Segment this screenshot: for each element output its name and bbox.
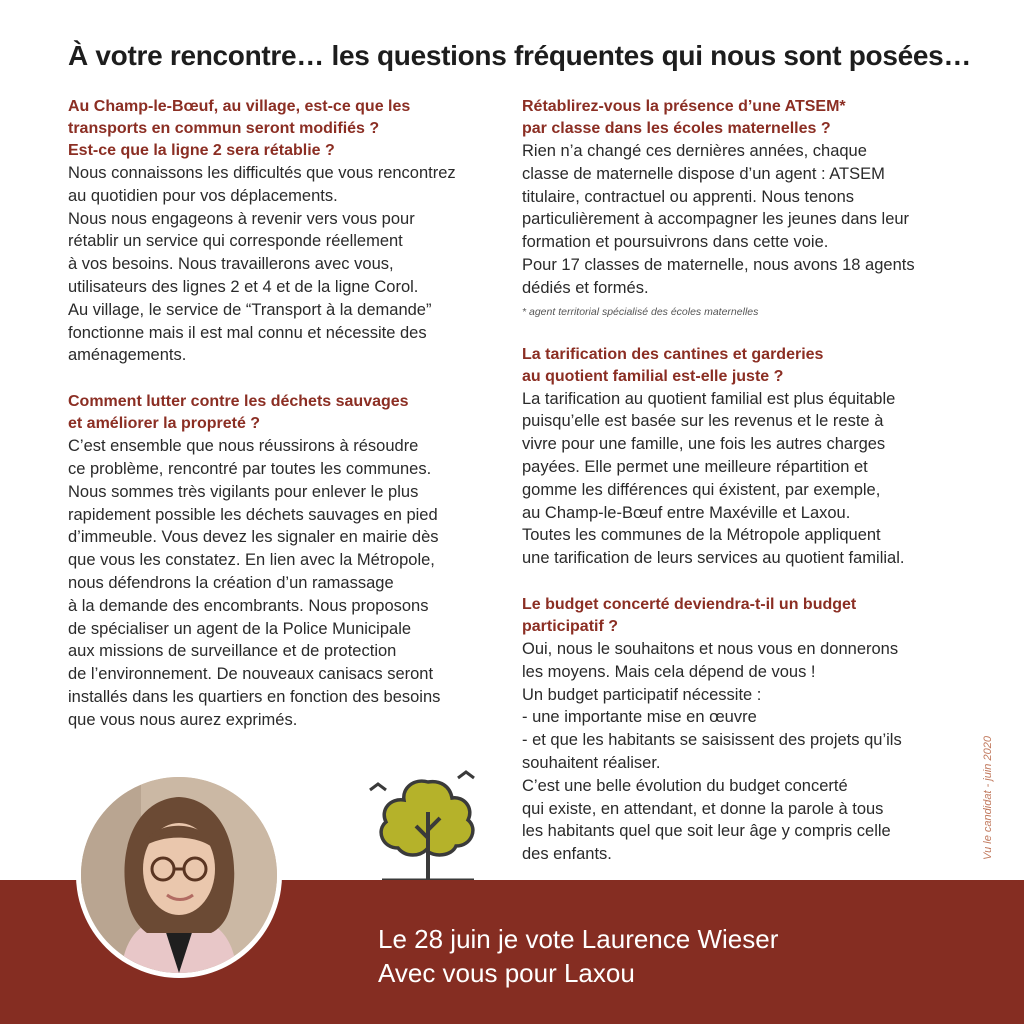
faq-block-transport — [68, 96, 498, 367]
faq-question: Le budget concerté deviendra-t-il un budget participatif ? — [522, 595, 857, 635]
footnote: * agent territorial spécialisé des écoles maternelles — [522, 305, 759, 318]
faq-answer: C’est ensemble que nous réussirons à résoudre ce problème, rencontré par toutes les communes. Nous sommes très vigilants pour enlever le plus rapidement possible les déchets sauvages en pied d’immeuble. Vous devez les signaler en mairie dès que vous les constatez. En lien avec la Métropole, nous défendrons la création d’un ramassage à la demande des encombrants. Nous proposons de spécialiser un agent de la Police Municipale aux missions de surveillance et de protection de l’environnement. De nouveaux canisacs seront installés dans les quartiers en fonction des besoins que vous nous aurez exprimés. — [68, 437, 441, 729]
left-column — [68, 96, 498, 756]
slogan-line-2: Avec vous pour Laxou — [378, 958, 635, 988]
candidate-photo — [76, 772, 282, 978]
faq-block-pricing — [522, 344, 962, 570]
legal-mention: Vu le candidat - juin 2020 — [982, 736, 994, 860]
faq-question: Rétablirez-vous la présence d’une ATSEM* par classe dans les écoles maternelles ? — [522, 98, 846, 137]
campaign-slogan — [378, 922, 778, 990]
faq-question: La tarification des cantines et garderies au quotient familial est-elle juste ? — [522, 345, 824, 385]
slogan-line-1: Le 28 juin je vote Laurence Wieser — [378, 924, 779, 954]
faq-question: Comment lutter contre les déchets sauvages et améliorer la propreté ? — [68, 393, 409, 433]
faq-block-cleanliness — [68, 391, 498, 731]
tree-icon — [362, 768, 492, 884]
faq-block-budget — [522, 594, 962, 866]
right-column — [522, 96, 962, 890]
faq-answer: Rien n’a changé ces dernières années, chaque classe de maternelle dispose d’un agent : ATSEM titulaire, contractuel ou apprenti. Nous tenons particulièrement à accompagner les jeunes dans leur formation et poursuivrons dans cette voie. Pour 17 classes de maternelle, nous avons 18 agents dédiés et formés. — [522, 142, 915, 297]
faq-answer: La tarification au quotient familial est plus équitable puisqu’elle est basée sur les revenus et le reste à vivre pour une famille, une fois les autres charges payées. Elle permet une meilleure répartition et gomme les différences qui éxistent, par exemple, au Champ-le-Bœuf entre Maxéville et Laxou. Toutes les communes de la Métropole appliquent une tarification de leurs services au quotient familial. — [522, 389, 905, 568]
page-title: À votre rencontre… les questions fréquentes qui nous sont posées… — [68, 40, 972, 71]
faq-question: Au Champ-le-Bœuf, au village, est-ce que les transports en commun seront modifiés ? Est-ce que la ligne 2 sera rétablie ? — [68, 98, 411, 159]
faq-answer: Oui, nous le souhaitons et nous vous en donnerons les moyens. Mais cela dépend de vous ! Un budget participatif nécessite : - une importante mise en œuvre - et que les habitants se saisissent des projets qu’ils souhaitent réaliser. C’est une belle évolution du budget concerté qui existe, en attendant, et donne la parole à tous les habitants quel que soit leur âge y compris celle des enfants. — [522, 639, 902, 864]
portrait-illustration — [81, 777, 277, 973]
faq-answer: Nous connaissons les difficultés que vous rencontrez au quotidien pour vos déplacements. Nous nous engageons à revenir vers vous pour rétablir un service qui corresponde réellement à vos besoins. Nous travaillerons avec vous, utilisateurs des lignes 2 et 4 et de la ligne Corol. Au village, le service de “Transport à la demande” fonctionne mais il est mal connu et nécessite des aménagements. — [68, 164, 456, 365]
faq-block-atsem — [522, 96, 962, 318]
